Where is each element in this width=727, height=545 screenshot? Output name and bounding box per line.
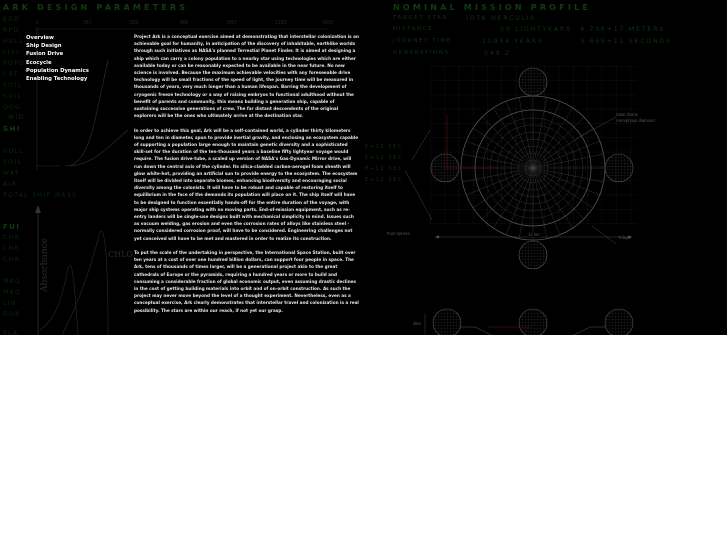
- bg-param-label: CHA: [3, 256, 21, 263]
- tick-label: 1600: [322, 20, 334, 26]
- bg-param-label: OGG: [3, 104, 22, 111]
- mission-value-target-star: IOTA HERCULIS: [466, 14, 536, 22]
- nav-item-ecocycle[interactable]: Ecocycle: [26, 59, 52, 66]
- overview-paragraph: To put the scale of the undertaking in perspective, the International Space Station, built over ten years at a cost of over one hundred billion dollars, can support four people in space. The Ark, tens of thousands of times larger, will be a generational project akin to the great cathedrals of Europe or the pyramids, requiring a hundred years or more to build and consuming a considerable fraction of global economic output, even assuming drastic declines in the cost of getting building materials into orbit and of on-orbit construction. As such the project may never move beyond the level of a thought experiment. Nevertheless, even as a conceptual exercise, Ark clearly demonstrates that interstellar travel and colonization is a real possibility. The stars are within our reach, if not yet our grasp.: [134, 250, 359, 313]
- bg-param-label: WAT: [3, 170, 21, 177]
- bg-param-label: LIVI: [3, 49, 20, 56]
- curve-label: CHLO: [108, 250, 133, 259]
- bg-param-label: GOR: [3, 311, 21, 318]
- fuel-sphere-right: [605, 154, 633, 182]
- bg-param-label: PLA: [3, 330, 19, 335]
- bg-param-label: AIR: [3, 181, 18, 188]
- nav-item-fusion-drive[interactable]: Fusion Drive: [26, 51, 64, 58]
- trilayer-label: Trilayer: [618, 235, 632, 240]
- bg-param-label: SOIL: [3, 93, 23, 100]
- bg-param-label: CRT: [3, 71, 19, 78]
- solar-dome-label: Solar Dome: [616, 112, 639, 117]
- bg-param-label: SOIL: [3, 159, 23, 166]
- axis-label: Absorbance: [39, 238, 50, 292]
- tick-label: 533: [130, 20, 139, 26]
- overview-paragraph: In order to achieve this goal, Ark will be a self-contained world, a cylinder thirty kilometers long and ten in diameter, spun to provide inertial gravity, and enclosing an ecosystem capable of supporting a population large enough to maintain genetic diversity and a sophisticated skill-set for the duration of the ten-thousand years a baseline fifty lightyear voyage would require. The fusion drive-tube, a scaled up version of NASA's Gas-Dynamic Mirror drive, will run down the central axis of the cylinder. Its silica-cladded carbon-aerogel foam sheath will glow white-hot, providing an artificial sun to provide energy to the ecosystem. The ecosystem itself will be divided into separate biomes, enhancing biodiversity and encouraging social diversity among the colonists. It will have to be robust and capable of restoring itself to equilibrium in the face of the demands its population will place on it. The ship itself will have to be designed to function essentially hands-off for the entire duration of the voyage, with major ship systems operating with no moving parts. End-of-mission equipment, such as re-entry landers will be single-use designs built with mechanical simplicity in mind. Issues such as vacuum welding, gas erosion and even the corrosion rates of alloys like stainless steel - normally considered corrosion proof, will have to be considered. Engineering challenges not yet conceived will have to be met and mastered in order to realize its construction.: [134, 127, 359, 241]
- side-sci-value: E+11 SEC: [365, 144, 403, 150]
- mission-label-distance: DISTANCE: [393, 26, 434, 32]
- mission-label-journey-time: JOURNEY TIME: [393, 38, 452, 44]
- bg-param-label: WID: [8, 114, 25, 121]
- bg-param-label: MAG: [3, 289, 22, 296]
- solar-dome-material-label: Amorphous diamond: [616, 118, 655, 123]
- tick-label: 267: [83, 20, 92, 26]
- ship-blueprint-svg: [390, 55, 727, 335]
- mission-profile-title: NOMINAL MISSION PROFILE: [393, 3, 591, 12]
- fuel-sphere-bottom: [519, 241, 547, 269]
- bg-param-label: POPU: [3, 60, 25, 67]
- side-sci-value: E+12 SEC: [365, 166, 403, 172]
- mission-label-target-star: TARGET STAR: [393, 15, 448, 21]
- height-dimension-label: 2km: [413, 321, 421, 326]
- mission-value-journey-time: 10954 YEARS: [482, 37, 544, 45]
- overview-paragraph: Project Ark is a conceptual exercise aimed at demonstrating that interstellar colonization is an achievable goal for humanity, in anticipation of the discovery of inhabitable, earthlike worlds through such initiatives as NASA's planned Terrestial Planet Finder. It is aimed at designing a ship which can carry a colony population to a nearby star using technologies which are either available today or can be reasonably expected to be available in the near future. No new science is involved. Because the maximum achievable velocities with any foreseeable drive technology will be small fractions of the speed of light, the journey time will be measured in thousands of years, very much longer than a human lifespan. Barring the development of cryogenic freeze technology or a way of raising embryos to functional adulthood without the benefit of parents and community, this means building a generation ship, capable of sustaining successive generations of crew. The far distant descendents of the original explorers will be the ones who ultimately arrive at the destination star.: [134, 34, 359, 119]
- tick-label: 1067: [226, 20, 238, 26]
- mission-sci-journey-time: 3.46E+11 SECONDS: [580, 37, 672, 45]
- nav-item-population-dynamics[interactable]: Population Dynamics: [26, 67, 89, 74]
- tick-label: 800: [180, 20, 189, 26]
- nav-item-ship-design[interactable]: Ship Design: [26, 43, 62, 50]
- mission-value-distance: 50 LIGHTYEARS: [500, 25, 572, 33]
- bg-param-label: TOTAL SHIP MASS: [3, 192, 78, 199]
- nav-item-enabling-technology[interactable]: Enabling Technology: [26, 76, 88, 83]
- ship-diagram: [387, 55, 727, 335]
- side-sci-value: E+12 SEC: [365, 155, 403, 161]
- overview-content: [134, 33, 360, 321]
- bg-param-label: MAG: [3, 278, 22, 285]
- fuel-sphere-label: Fuel Sphere: [387, 231, 410, 236]
- mission-sci-distance: 4.73E+17 METERS: [580, 25, 665, 33]
- bg-param-label: LIN: [3, 300, 17, 307]
- bg-param-label: HULL: [3, 38, 25, 45]
- mission-label-generations: GENERATIONS: [393, 50, 450, 56]
- bg-section-label: FUI: [3, 223, 21, 231]
- mission-value-generations: 549.2: [484, 49, 511, 57]
- bg-param-label: RPD: [3, 27, 20, 34]
- bg-param-label: CHR: [3, 245, 21, 252]
- bg-param-label: CHA: [3, 234, 21, 241]
- main-nav: [26, 34, 126, 83]
- bg-section-label: SHI: [3, 125, 21, 133]
- bg-param-label: EDD: [3, 16, 21, 23]
- bg-param-label: SOIL: [3, 82, 23, 89]
- nav-item-overview[interactable]: Overview: [26, 35, 54, 41]
- design-parameters-title: ARK DESIGN PARAMETERS: [3, 3, 189, 12]
- fuel-sphere-top: [519, 68, 547, 96]
- side-sci-value: E+12 SEC: [365, 177, 403, 183]
- tick-label: 1333: [275, 20, 287, 26]
- width-dimension-label: 12 km: [528, 232, 540, 237]
- bg-param-label: HULL: [3, 148, 25, 155]
- tick-label: 0: [36, 20, 39, 26]
